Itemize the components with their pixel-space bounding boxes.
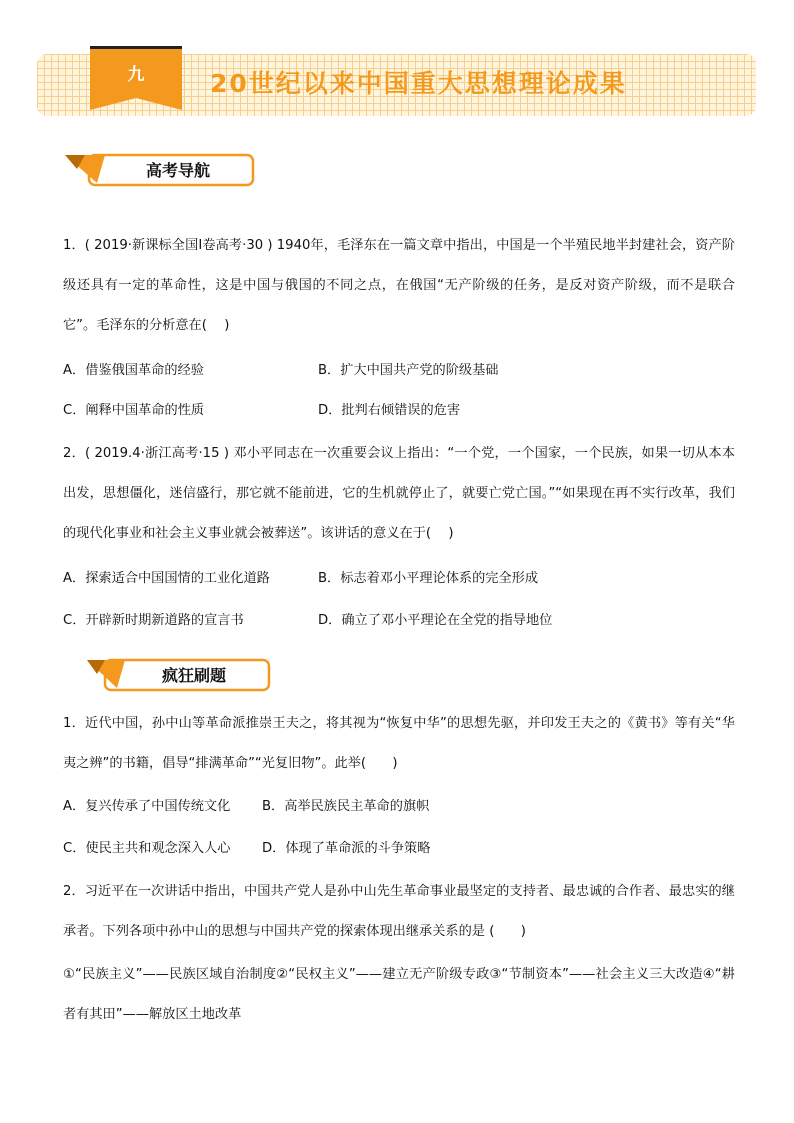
- chapter-tab: [90, 46, 182, 110]
- question-items: ①“民族主义”——民族区域自治制度②“民权主义”——建立无产阶级专政③“节制资本”——社会主义三大改造④“耕者有其田”——解放区土地改革: [63, 967, 735, 1022]
- option-c: C．开辟新时期新道路的宣言书: [63, 613, 244, 628]
- option-a: A．借鉴俄国革命的经验: [63, 363, 204, 378]
- section-header-gaokao: [63, 153, 255, 187]
- option-c: C．使民主共和观念深入人心: [63, 841, 231, 856]
- question-stem: 1．近代中国，孙中山等革命派推崇王夫之，将其视为“恢复中华”的思想先驱，并印发王夫之的《黄书》等有关“华夷之辨”的书籍，倡导“排满革命”“光复旧物”。此举( ): [63, 716, 735, 771]
- option-b: B．标志着邓小平理论体系的完全形成: [318, 571, 539, 586]
- section-title: 疯狂刷题: [161, 666, 226, 685]
- option-d: D．确立了邓小平理论在全党的指导地位: [318, 613, 553, 628]
- option-d: D．体现了革命派的斗争策略: [262, 841, 431, 856]
- chapter-number: 九: [127, 65, 145, 85]
- section-title: 高考导航: [145, 161, 210, 180]
- option-b: B．扩大中国共产党的阶级基础: [318, 363, 499, 378]
- option-b: B．高举民族民主革命的旗帜: [262, 799, 430, 814]
- question-stem: 2．习近平在一次讲话中指出，中国共产党人是孙中山先生革命事业最坚定的支持者、最忠诚的合作者、最忠实的继承者。下列各项中孙中山的思想与中国共产党的探索体现出继承关系的是 ( ): [63, 884, 735, 939]
- option-d: D．批判右倾错误的危害: [318, 403, 461, 418]
- section-header-shuati: [85, 658, 271, 692]
- option-a: A．探索适合中国国情的工业化道路: [63, 571, 270, 586]
- page-title: 20世纪以来中国重大思想理论成果: [210, 69, 627, 98]
- question-stem: 2．( 2019.4·浙江高考·15 ) 邓小平同志在一次重要会议上指出：“一个党，一个国家，一个民族，如果一切从本本出发，思想僵化，迷信盛行，那它就不能前进，它的生机就停止了，就要亡党亡国。”“如果现在再不实行改革，我们的现代化事业和社会主义事业就会被葬送”。该讲话的意义在于( ): [63, 446, 735, 541]
- option-c: C．阐释中国革命的性质: [63, 403, 205, 418]
- option-a: A．复兴传承了中国传统文化: [63, 799, 231, 814]
- question-stem: 1．( 2019·新课标全国Ⅰ卷高考·30 ) 1940年，毛泽东在一篇文章中指出，中国是一个半殖民地半封建社会，资产阶级还具有一定的革命性，这是中国与俄国的不同之点，在俄国“无产阶级的任务，是反对资产阶级，而不是联合它”。毛泽东的分析意在( ): [63, 238, 735, 333]
